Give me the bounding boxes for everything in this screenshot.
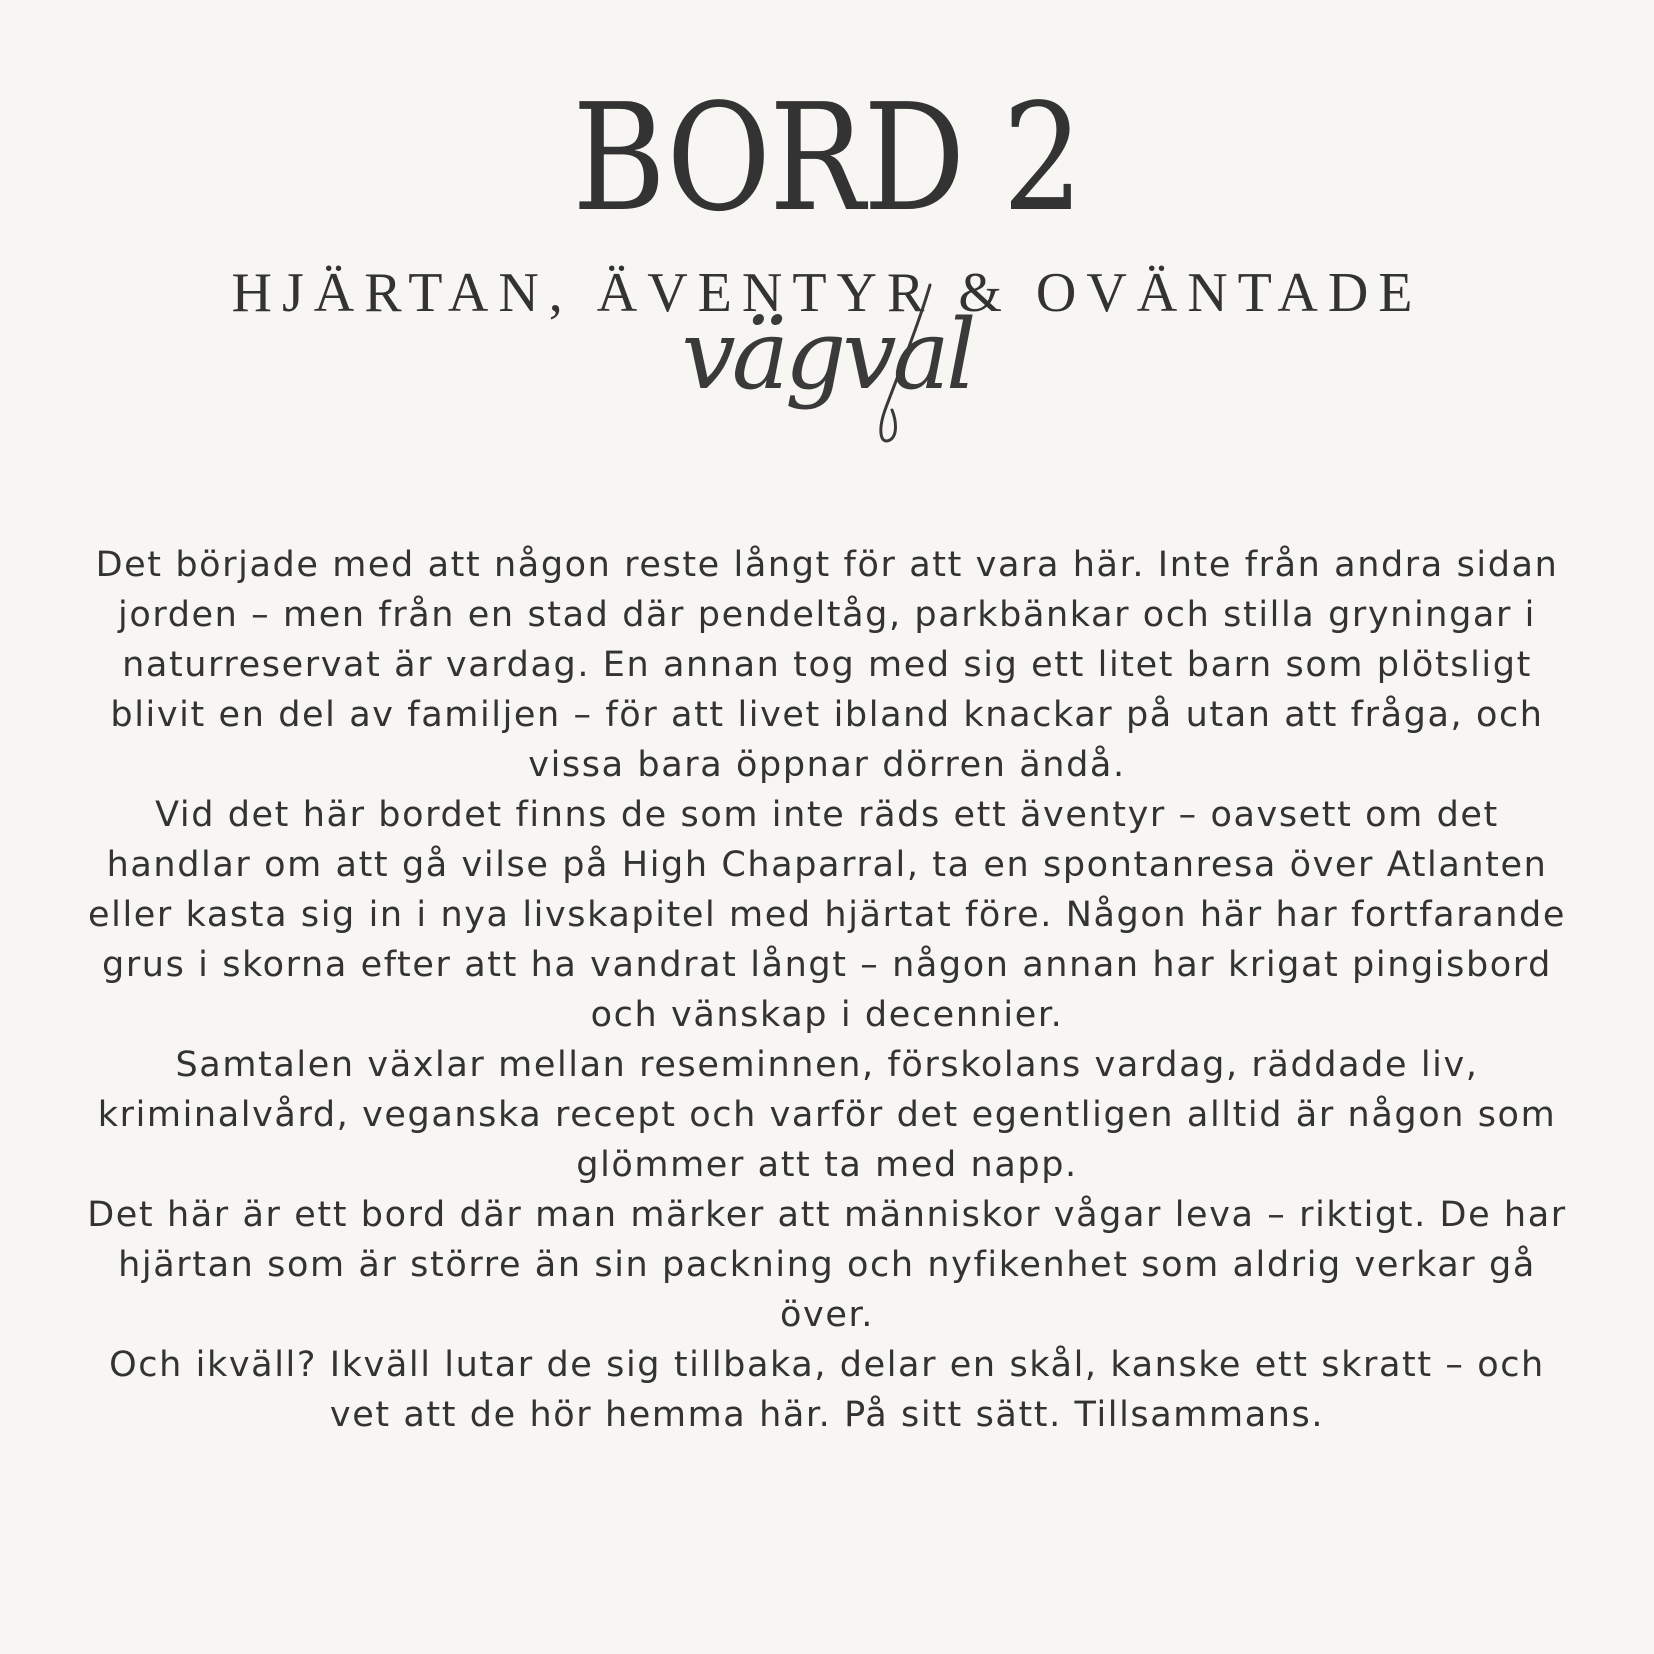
paragraph-2: Vid det här bordet finns de som inte räds ett äventyr – oavsett om det handlar om att gå vilse på High Chaparral, ta en spontanresa över Atlanten eller kasta sig in i nya livskapitel med hjärtat före. Någon här har fortfarande grus i skorna efter att ha vandrat långt – någon annan har krigat pingisbord och vänskap i decennier. xyxy=(88,795,1566,1035)
paragraph-1: Det började med att någon reste långt för att vara här. Inte från andra sidan jorden – men från en stad där pendeltåg, parkbänkar och stilla gryningar i naturreservat är vardag. En annan tog med sig ett litet barn som plötsligt blivit en del av familjen – för att livet ibland knackar på utan att fråga, och vissa bara öppnar dörren ändå. xyxy=(95,545,1559,785)
paragraph-4: Det här är ett bord där man märker att människor vågar leva – riktigt. De har hjärtan som är större än sin packning och nyfikenhet som aldrig verkar gå över. xyxy=(87,1195,1567,1335)
script-word: vägval xyxy=(681,299,973,411)
page-title: BORD 2 xyxy=(572,72,1082,244)
subtitle: HJÄRTAN, ÄVENTYR & OVÄNTADE xyxy=(231,262,1423,324)
script-flourish-icon xyxy=(860,280,980,450)
paragraph-5: Och ikväll? Ikväll lutar de sig tillbaka, delar en skål, kanske ett skratt – och vet att de hör hemma här. På sitt sätt. Tillsammans. xyxy=(109,1345,1545,1435)
paragraph-3: Samtalen växlar mellan reseminnen, förskolans vardag, räddade liv, kriminalvård, veganska recept och varför det egentligen alltid är någon som glömmer att ta med napp. xyxy=(97,1045,1557,1185)
body-text xyxy=(80,540,1574,1440)
